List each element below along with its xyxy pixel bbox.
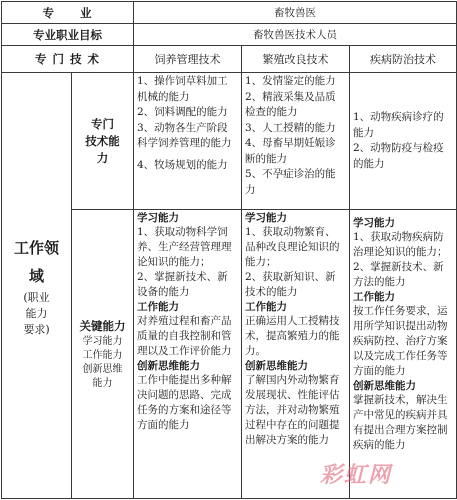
col-head-breeding: 繁殖改良技术 bbox=[242, 46, 350, 73]
key-label-sub-2: 工作能力 bbox=[82, 349, 123, 361]
special-feeding bbox=[134, 73, 242, 210]
paragraph: 对养殖过程和畜产品质量的自我控制和管理以及工作评价能力 bbox=[137, 315, 232, 357]
list-item: 4、牧场规划的能力 bbox=[137, 158, 228, 171]
domain-title-1: 工作领 bbox=[13, 238, 59, 257]
paragraph: 2、掌握新技术、新方法的能力 bbox=[353, 261, 444, 288]
key-label-main: 关键能力 bbox=[79, 318, 126, 333]
row-skill-headers bbox=[2, 46, 457, 73]
key-label-sub-4: 能力 bbox=[92, 377, 113, 389]
special-label-3: 力 bbox=[96, 150, 109, 165]
key-ability-label bbox=[72, 210, 134, 499]
key-feeding bbox=[134, 210, 242, 499]
key-label-sub-1: 学习能力 bbox=[82, 335, 123, 347]
row-goal bbox=[2, 24, 457, 46]
special-ability-label bbox=[72, 73, 134, 210]
key-disease bbox=[350, 210, 457, 499]
list-item: 2、饲料调配的能力 bbox=[137, 106, 228, 118]
list-item: 1、操作饲草料加工机械的能力 bbox=[137, 75, 228, 103]
special-label-2: 技术能 bbox=[85, 133, 120, 148]
watermark-text: 彩虹网 bbox=[320, 463, 393, 488]
section-title: 创新思维能力 bbox=[137, 360, 200, 372]
goal-label: 专业职业目标 bbox=[2, 24, 134, 46]
paragraph: 正确运用人工授精技术，提高繁殖力的能力。 bbox=[245, 315, 340, 357]
section-title: 学习能力 bbox=[353, 217, 395, 229]
list-item: 1、动物疾病诊疗的能力 bbox=[353, 111, 444, 139]
paragraph: 2、获取新知识、新技术的能力 bbox=[245, 271, 336, 298]
major-value: 畜牧兽医 bbox=[134, 2, 457, 24]
list-item: 2、精液采集及品质检查的能力 bbox=[245, 90, 336, 118]
paragraph: 1、获取动物繁育、品种改良理论知识的能力； bbox=[245, 226, 340, 268]
key-breeding bbox=[242, 210, 350, 499]
list-item: 2、动物防疫与检疫的能力 bbox=[353, 142, 444, 170]
domain-sub-2: 能力 bbox=[25, 306, 48, 320]
paragraph: 1、获取动物疾病防治理论知识的能力； bbox=[353, 231, 448, 258]
special-disease bbox=[350, 73, 457, 210]
paragraph: 工作中能提出多种解决问题的思路、完成任务的方案和途径等方面的能力 bbox=[137, 374, 232, 431]
row-major bbox=[2, 2, 457, 24]
domain-sub-1: (职业 bbox=[23, 290, 50, 304]
list-item: 3、人工授精的能力 bbox=[245, 121, 336, 134]
section-title: 工作能力 bbox=[353, 291, 395, 303]
paragraph: 1、获取动物科学饲养、生产经营管理理论知识的能力； bbox=[137, 226, 232, 268]
work-domain-cell bbox=[2, 73, 72, 499]
domain-title-2: 域 bbox=[28, 266, 44, 285]
major-label: 专 业 bbox=[2, 2, 134, 24]
section-title: 工作能力 bbox=[137, 301, 179, 313]
paragraph: 按工作任务要求，运用所学知识提出动物疾病防控、治疗方案以及完成工作任务等方面的能力 bbox=[353, 305, 448, 377]
section-title: 学习能力 bbox=[245, 212, 287, 224]
section-title: 创新思维能力 bbox=[245, 360, 308, 372]
section-title: 创新思维能力 bbox=[353, 380, 416, 392]
section-title: 学习能力 bbox=[137, 212, 179, 224]
domain-sub-3: 要求) bbox=[23, 322, 50, 336]
row-special-ability bbox=[2, 73, 457, 210]
special-breeding bbox=[242, 73, 350, 210]
skill-label: 专 门 技 术 bbox=[2, 46, 134, 73]
list-item: 3、动物各生产阶段科学饲养管理的能力 bbox=[137, 121, 232, 149]
col-head-disease: 疾病防治技术 bbox=[350, 46, 457, 73]
goal-value: 畜牧兽医技术人员 bbox=[134, 24, 457, 46]
paragraph: 了解国内外动物繁育发展现状、性能评估方法，并对动物繁殖过程中存在的问题提出解决方案的能力 bbox=[245, 374, 340, 446]
paragraph: 掌握新技术，解决生产中常见的疾病并具有提出合理方案控制疾病的能力 bbox=[353, 394, 448, 451]
list-item: 5、不孕症诊治的能力 bbox=[245, 168, 336, 196]
ability-table bbox=[1, 1, 457, 499]
paragraph: 2、掌握新技术、新设备的能力 bbox=[137, 271, 228, 298]
col-head-feeding: 饲养管理技术 bbox=[134, 46, 242, 73]
key-label-sub-3: 创新思维 bbox=[82, 363, 123, 375]
special-label-1: 专门 bbox=[91, 116, 114, 131]
list-item: 1、发情鉴定的能力 bbox=[245, 75, 336, 87]
section-title: 工作能力 bbox=[245, 301, 287, 313]
list-item: 4、母畜早期妊娠诊断的能力 bbox=[245, 137, 336, 165]
